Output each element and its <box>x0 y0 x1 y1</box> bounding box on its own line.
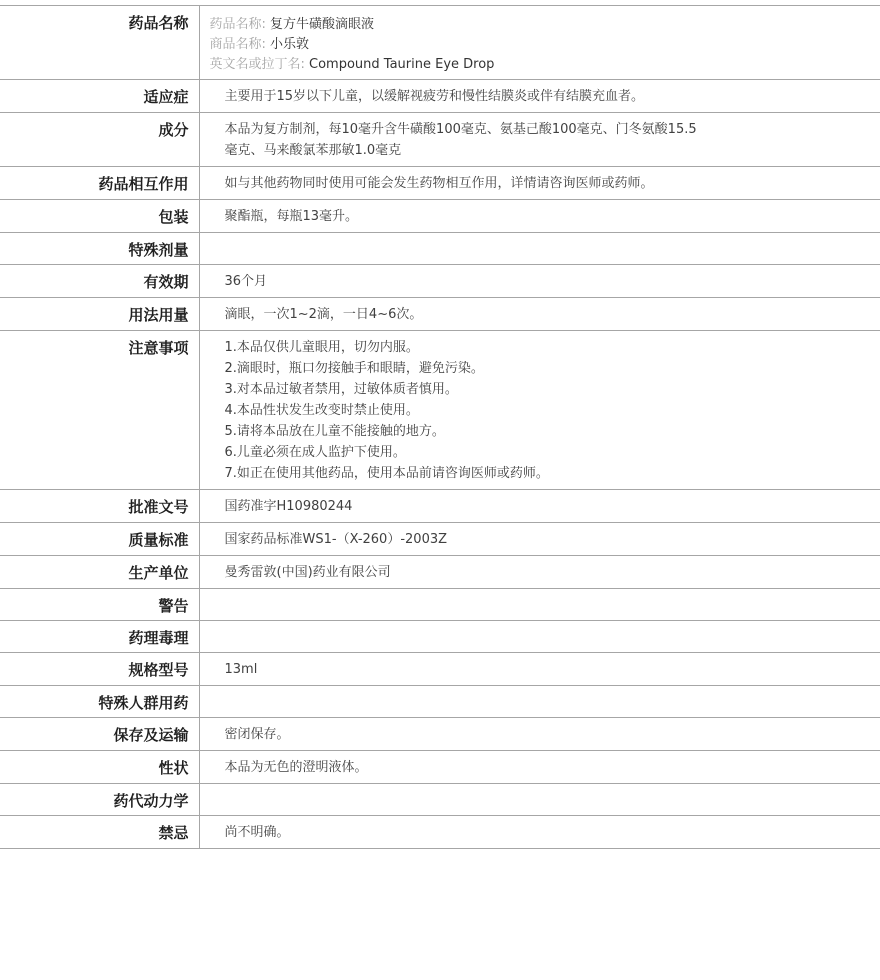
spec-row <box>0 589 880 621</box>
row-value <box>199 816 880 849</box>
row-value <box>199 556 880 589</box>
value-line: 国药准字H10980244 <box>224 499 353 514</box>
value-line: 4.本品性状发生改变时禁止使用。 <box>224 403 419 418</box>
spec-row <box>0 621 880 653</box>
spec-row <box>0 816 880 849</box>
row-label: 药品相互作用 <box>0 167 199 200</box>
spec-row <box>0 718 880 751</box>
value-line: 滴眼，一次1~2滴，一日4~6次。 <box>224 307 423 322</box>
row-label: 成分 <box>0 113 199 167</box>
value-line: 1.本品仅供儿童眼用，切勿内服。 <box>224 340 419 355</box>
value-line: 尚不明确。 <box>224 825 290 840</box>
row-value <box>199 718 880 751</box>
value-line: 7.如正在使用其他药品，使用本品前请咨询医师或药师。 <box>224 466 549 481</box>
english-name-line <box>210 55 871 75</box>
generic-name-value: 复方牛磺酸滴眼液 <box>270 17 375 32</box>
row-label: 适应症 <box>0 80 199 113</box>
value-line: 密闭保存。 <box>224 727 290 742</box>
spec-row <box>0 523 880 556</box>
value-line: 2.滴眼时，瓶口勿接触手和眼睛，避免污染。 <box>224 361 484 376</box>
row-value <box>199 653 880 686</box>
value-line: 本品为复方制剂，每10毫升含牛磺酸100毫克、氨基己酸100毫克、门冬氨酸15.5 <box>224 122 697 137</box>
row-value <box>199 621 880 653</box>
row-label: 特殊人群用药 <box>0 686 199 718</box>
row-label: 保存及运输 <box>0 718 199 751</box>
generic-name-label: 药品名称: <box>209 17 266 32</box>
value-line: 本品为无色的澄明液体。 <box>224 760 368 775</box>
row-label: 用法用量 <box>0 298 199 331</box>
spec-row <box>0 167 880 200</box>
row-drug-name <box>0 6 880 80</box>
spec-row <box>0 556 880 589</box>
trade-name-label: 商品名称: <box>209 37 266 52</box>
trade-name-line <box>210 35 871 55</box>
row-label: 包装 <box>0 200 199 233</box>
value-line: 毫克、马来酸氯苯那敏1.0毫克 <box>224 143 402 158</box>
drug-name-cell <box>199 6 880 80</box>
row-value <box>199 298 880 331</box>
value-line: 36个月 <box>224 274 268 289</box>
spec-row <box>0 751 880 784</box>
spec-row <box>0 490 880 523</box>
spec-row <box>0 113 880 167</box>
row-label: 药代动力学 <box>0 784 199 816</box>
row-value <box>199 751 880 784</box>
spec-row <box>0 686 880 718</box>
spec-row <box>0 200 880 233</box>
row-value <box>199 523 880 556</box>
row-label: 注意事项 <box>0 331 199 490</box>
row-value <box>199 784 880 816</box>
spec-row <box>0 784 880 816</box>
drug-spec-table <box>0 5 880 849</box>
spec-row <box>0 298 880 331</box>
row-value <box>199 331 880 490</box>
row-label: 质量标准 <box>0 523 199 556</box>
spec-row <box>0 331 880 490</box>
row-value <box>199 490 880 523</box>
row-value <box>199 167 880 200</box>
spec-row <box>0 233 880 265</box>
value-line: 聚酯瓶，每瓶13毫升。 <box>224 209 359 224</box>
trade-name-value: 小乐敦 <box>270 37 310 52</box>
spec-row <box>0 80 880 113</box>
row-value <box>199 265 880 298</box>
value-line: 国家药品标准WS1-（X-260）-2003Z <box>224 532 448 547</box>
row-label: 禁忌 <box>0 816 199 849</box>
generic-name-line <box>210 15 871 35</box>
value-line: 6.儿童必须在成人监护下使用。 <box>224 445 406 460</box>
row-value <box>199 113 880 167</box>
row-value <box>199 589 880 621</box>
value-line: 5.请将本品放在儿童不能接触的地方。 <box>224 424 445 439</box>
row-label: 特殊剂量 <box>0 233 199 265</box>
english-name-label: 英文名或拉丁名: <box>209 57 305 72</box>
row-label: 药品名称 <box>0 6 199 80</box>
row-label: 药理毒理 <box>0 621 199 653</box>
row-label: 批准文号 <box>0 490 199 523</box>
english-name-value: Compound Taurine Eye Drop <box>309 57 495 72</box>
spec-row <box>0 265 880 298</box>
row-label: 生产单位 <box>0 556 199 589</box>
row-label: 有效期 <box>0 265 199 298</box>
row-label: 规格型号 <box>0 653 199 686</box>
value-line: 3.对本品过敏者禁用，过敏体质者慎用。 <box>224 382 458 397</box>
row-value <box>199 233 880 265</box>
row-label: 警告 <box>0 589 199 621</box>
spec-table-body <box>0 6 880 849</box>
value-line: 曼秀雷敦(中国)药业有限公司 <box>224 565 391 580</box>
value-line: 如与其他药物同时使用可能会发生药物相互作用，详情请咨询医师或药师。 <box>224 176 654 191</box>
spec-row <box>0 653 880 686</box>
row-label: 性状 <box>0 751 199 784</box>
row-value <box>199 200 880 233</box>
row-value <box>199 80 880 113</box>
value-line: 主要用于15岁以下儿童，以缓解视疲劳和慢性结膜炎或伴有结膜充血者。 <box>224 89 645 104</box>
row-value <box>199 686 880 718</box>
value-line: 13ml <box>224 662 258 677</box>
